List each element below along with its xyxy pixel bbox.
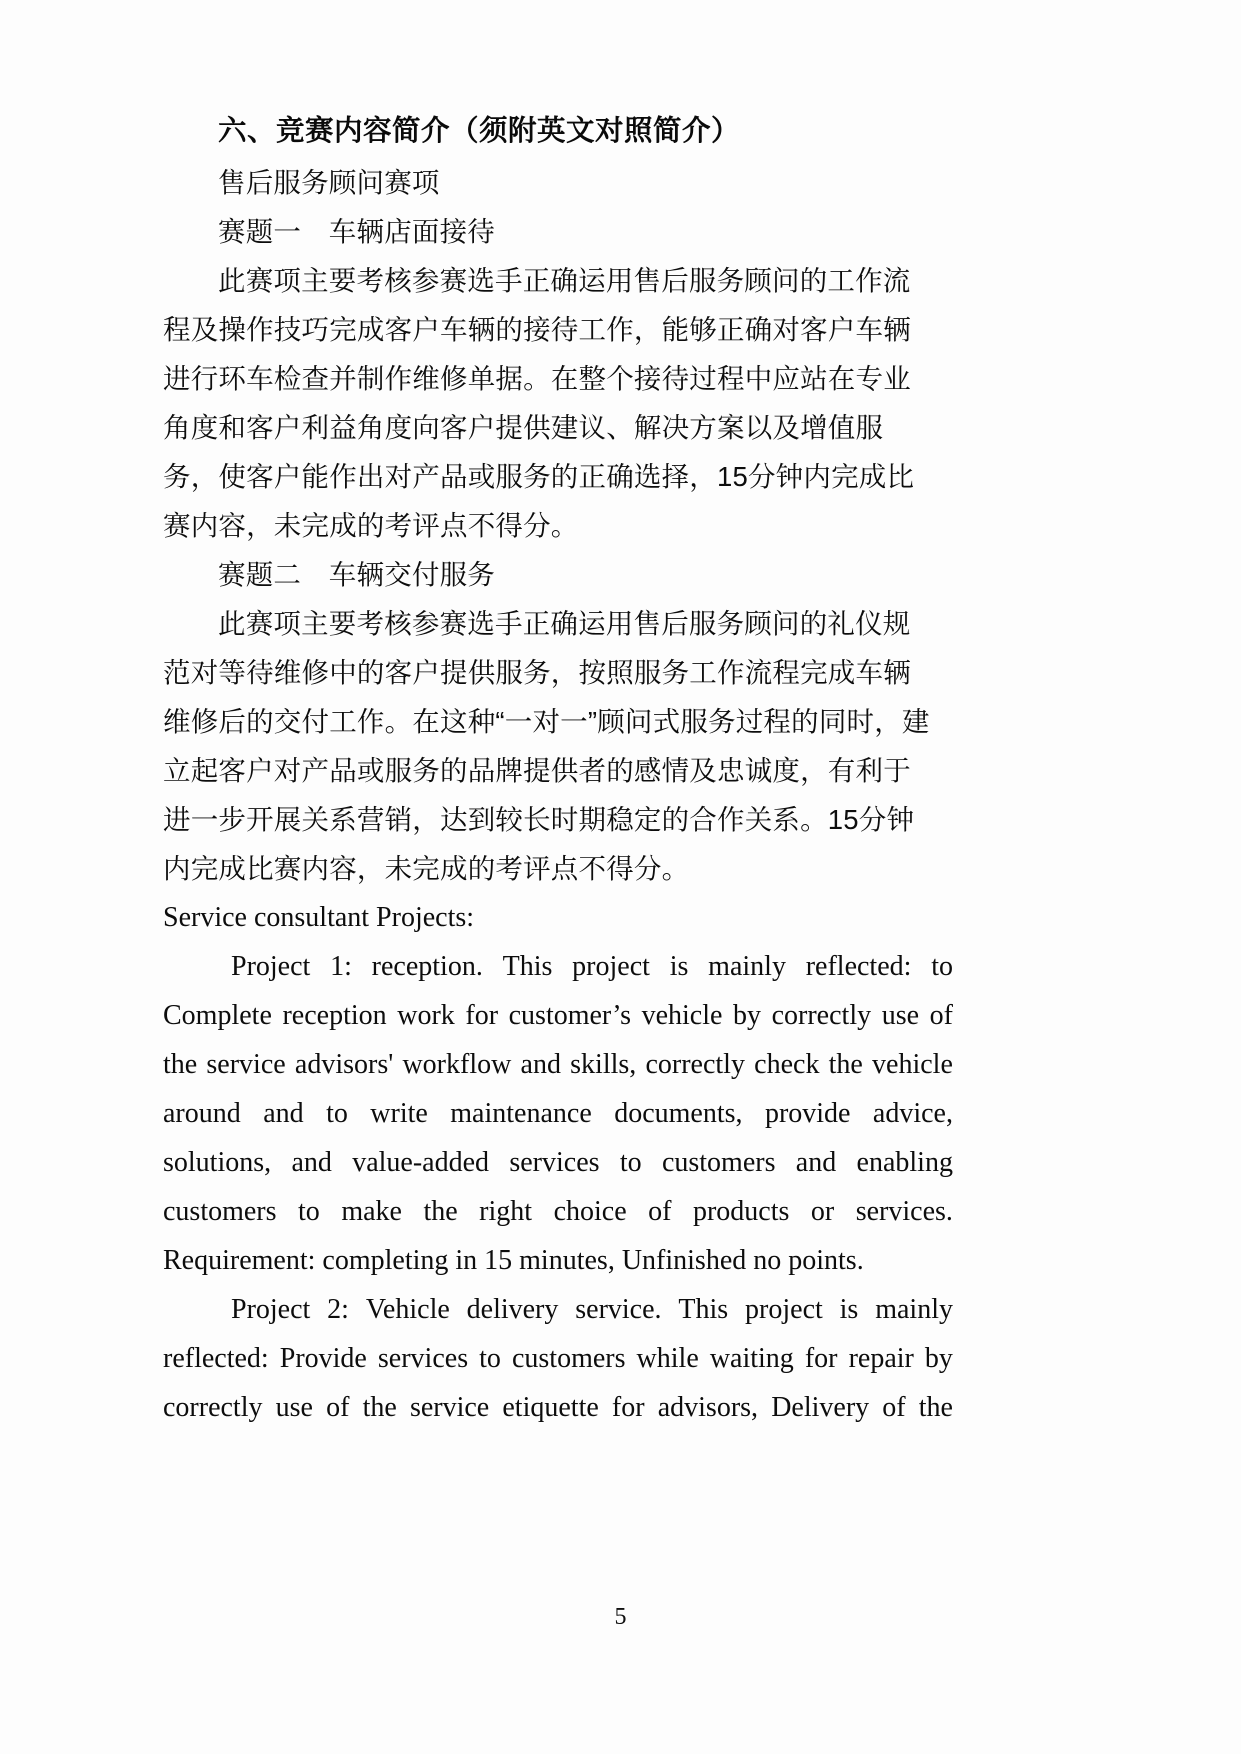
english-word: advisors,	[657, 1392, 759, 1424]
english-word: customers	[511, 1343, 626, 1375]
section-2-body-line-3: 维修后的交付工作。在这种“一对一”顾问式服务过程的同时，建	[163, 706, 930, 738]
english-line	[163, 991, 953, 1040]
english-word: of	[929, 1000, 953, 1032]
english-word: delivery	[466, 1294, 559, 1326]
english-word: skills,	[570, 1049, 637, 1081]
english-word: value-added	[352, 1147, 490, 1179]
english-word: Project	[231, 1294, 311, 1326]
english-word: make	[341, 1196, 402, 1228]
english-word: of	[326, 1392, 350, 1424]
english-word: use	[881, 1000, 920, 1032]
english-word: maintenance	[450, 1098, 592, 1130]
english-line: Requirement: completing in 15 minutes, Unfinished no points.	[163, 1245, 864, 1277]
english-word: to	[326, 1098, 348, 1130]
english-word: project	[572, 951, 650, 983]
english-word: choice	[553, 1196, 627, 1228]
english-word: for	[611, 1392, 645, 1424]
english-word: enabling	[856, 1147, 953, 1179]
subtitle-line: 售后服务顾问赛项	[218, 167, 440, 199]
english-word: or	[810, 1196, 835, 1228]
section-2-title: 赛题二 车辆交付服务	[218, 559, 495, 591]
english-word: Complete	[163, 1000, 272, 1032]
section-2-body-line-4: 立起客户对产品或服务的品牌提供者的感情及忠诚度，有利于	[163, 755, 911, 787]
english-word: service	[409, 1392, 490, 1424]
english-word: of	[882, 1392, 906, 1424]
english-word: customer’s	[508, 1000, 631, 1032]
section-1-body-line-6: 赛内容，未完成的考评点不得分。	[163, 510, 579, 542]
english-word: by	[733, 1000, 762, 1032]
english-word: the	[918, 1392, 953, 1424]
english-word: use	[275, 1392, 313, 1424]
english-word: waiting	[709, 1343, 794, 1375]
english-word: provide	[764, 1098, 851, 1130]
english-line	[163, 1285, 953, 1334]
english-word: to	[298, 1196, 320, 1228]
english-word: services	[509, 1147, 600, 1179]
section-1-title: 赛题一 车辆店面接待	[218, 216, 495, 248]
english-word: correctly	[645, 1049, 745, 1081]
english-paragraph-2	[163, 1285, 953, 1432]
english-word: products	[692, 1196, 790, 1228]
section-1-body-line-4: 角度和客户利益角度向客户提供建议、解决方案以及增值服	[163, 412, 884, 444]
section-2-body-line-1: 此赛项主要考核参赛选手正确运用售后服务顾问的礼仪规	[218, 608, 911, 640]
english-word: Provide	[279, 1343, 367, 1375]
english-word: the	[828, 1049, 863, 1081]
english-word: services	[377, 1343, 469, 1375]
english-word: advice,	[872, 1098, 953, 1130]
english-word: work	[397, 1000, 455, 1032]
english-word: to	[479, 1343, 501, 1375]
english-word: and	[291, 1147, 332, 1179]
english-word: service.	[575, 1294, 662, 1326]
english-word: documents,	[614, 1098, 743, 1130]
english-word: and	[263, 1098, 304, 1130]
english-word: vehicle	[872, 1049, 953, 1081]
section-1-body-line-5: 务，使客户能作出对产品或服务的正确选择，15分钟内完成比	[163, 461, 915, 493]
english-line	[163, 1138, 953, 1187]
english-word: customers	[163, 1196, 277, 1228]
section-2-body-line-6: 内完成比赛内容，未完成的考评点不得分。	[163, 853, 690, 885]
section-2-body-line-5: 进一步开展关系营销，达到较长时期稳定的合作关系。15分钟	[163, 804, 915, 836]
english-word: mainly	[875, 1294, 953, 1326]
section-heading: 六、竞赛内容简介（须附英文对照简介）	[218, 115, 741, 147]
english-line	[163, 1383, 953, 1432]
english-word: is	[669, 951, 689, 983]
english-word: 2:	[327, 1294, 349, 1326]
english-word: 1:	[330, 951, 352, 983]
section-1-body-line-3: 进行环车检查并制作维修单据。在整个接待过程中应站在专业	[163, 363, 911, 395]
english-line	[163, 1334, 953, 1383]
section-2-body-line-2: 范对等待维修中的客户提供服务，按照服务工作流程完成车辆	[163, 657, 911, 689]
english-word: reception.	[371, 951, 483, 983]
english-word: right	[479, 1196, 533, 1228]
english-word: and	[520, 1049, 561, 1081]
english-word: This	[502, 951, 553, 983]
english-word: to	[931, 951, 953, 983]
english-word: Delivery	[771, 1392, 870, 1424]
english-word: and	[795, 1147, 837, 1179]
english-word: correctly	[771, 1000, 872, 1032]
english-word: of	[648, 1196, 672, 1228]
english-word: reflected:	[163, 1343, 269, 1375]
english-word: customers	[661, 1147, 776, 1179]
english-word: the	[362, 1392, 397, 1424]
english-word: the	[423, 1196, 458, 1228]
english-word: services.	[855, 1196, 953, 1228]
english-word: check	[754, 1049, 820, 1081]
english-word: the	[163, 1049, 198, 1081]
english-paragraph-1	[163, 942, 953, 1285]
english-word: This	[678, 1294, 729, 1326]
english-word: correctly	[163, 1392, 263, 1424]
english-word: repair	[848, 1343, 914, 1375]
english-word: workflow	[402, 1049, 512, 1081]
english-word: by	[924, 1343, 953, 1375]
english-word: to	[619, 1147, 642, 1179]
english-word: mainly	[708, 951, 786, 983]
english-word: reflected:	[805, 951, 912, 983]
english-word: write	[370, 1098, 428, 1130]
english-word: while	[636, 1343, 699, 1375]
english-line	[163, 942, 953, 991]
english-title: Service consultant Projects:	[163, 902, 475, 934]
english-word: reception	[282, 1000, 387, 1032]
english-line	[163, 1187, 953, 1236]
english-word: project	[745, 1294, 823, 1326]
english-word: Vehicle	[365, 1294, 450, 1326]
english-word: for	[465, 1000, 499, 1032]
page-number: 5	[614, 1604, 627, 1630]
english-word: vehicle	[641, 1000, 723, 1032]
english-word: around	[163, 1098, 241, 1130]
english-word: advisors'	[294, 1049, 394, 1081]
english-word: for	[804, 1343, 838, 1375]
english-word: Project	[231, 951, 311, 983]
english-word: is	[839, 1294, 859, 1326]
section-1-body-line-2: 程及操作技巧完成客户车辆的接待工作，能够正确对客户车辆	[163, 314, 911, 346]
english-word: service	[206, 1049, 286, 1081]
english-word: etiquette	[502, 1392, 599, 1424]
section-1-body-line-1: 此赛项主要考核参赛选手正确运用售后服务顾问的工作流	[218, 265, 911, 297]
english-line	[163, 1089, 953, 1138]
page-content	[163, 112, 953, 1432]
english-word: solutions,	[163, 1147, 272, 1179]
english-line	[163, 1040, 953, 1089]
